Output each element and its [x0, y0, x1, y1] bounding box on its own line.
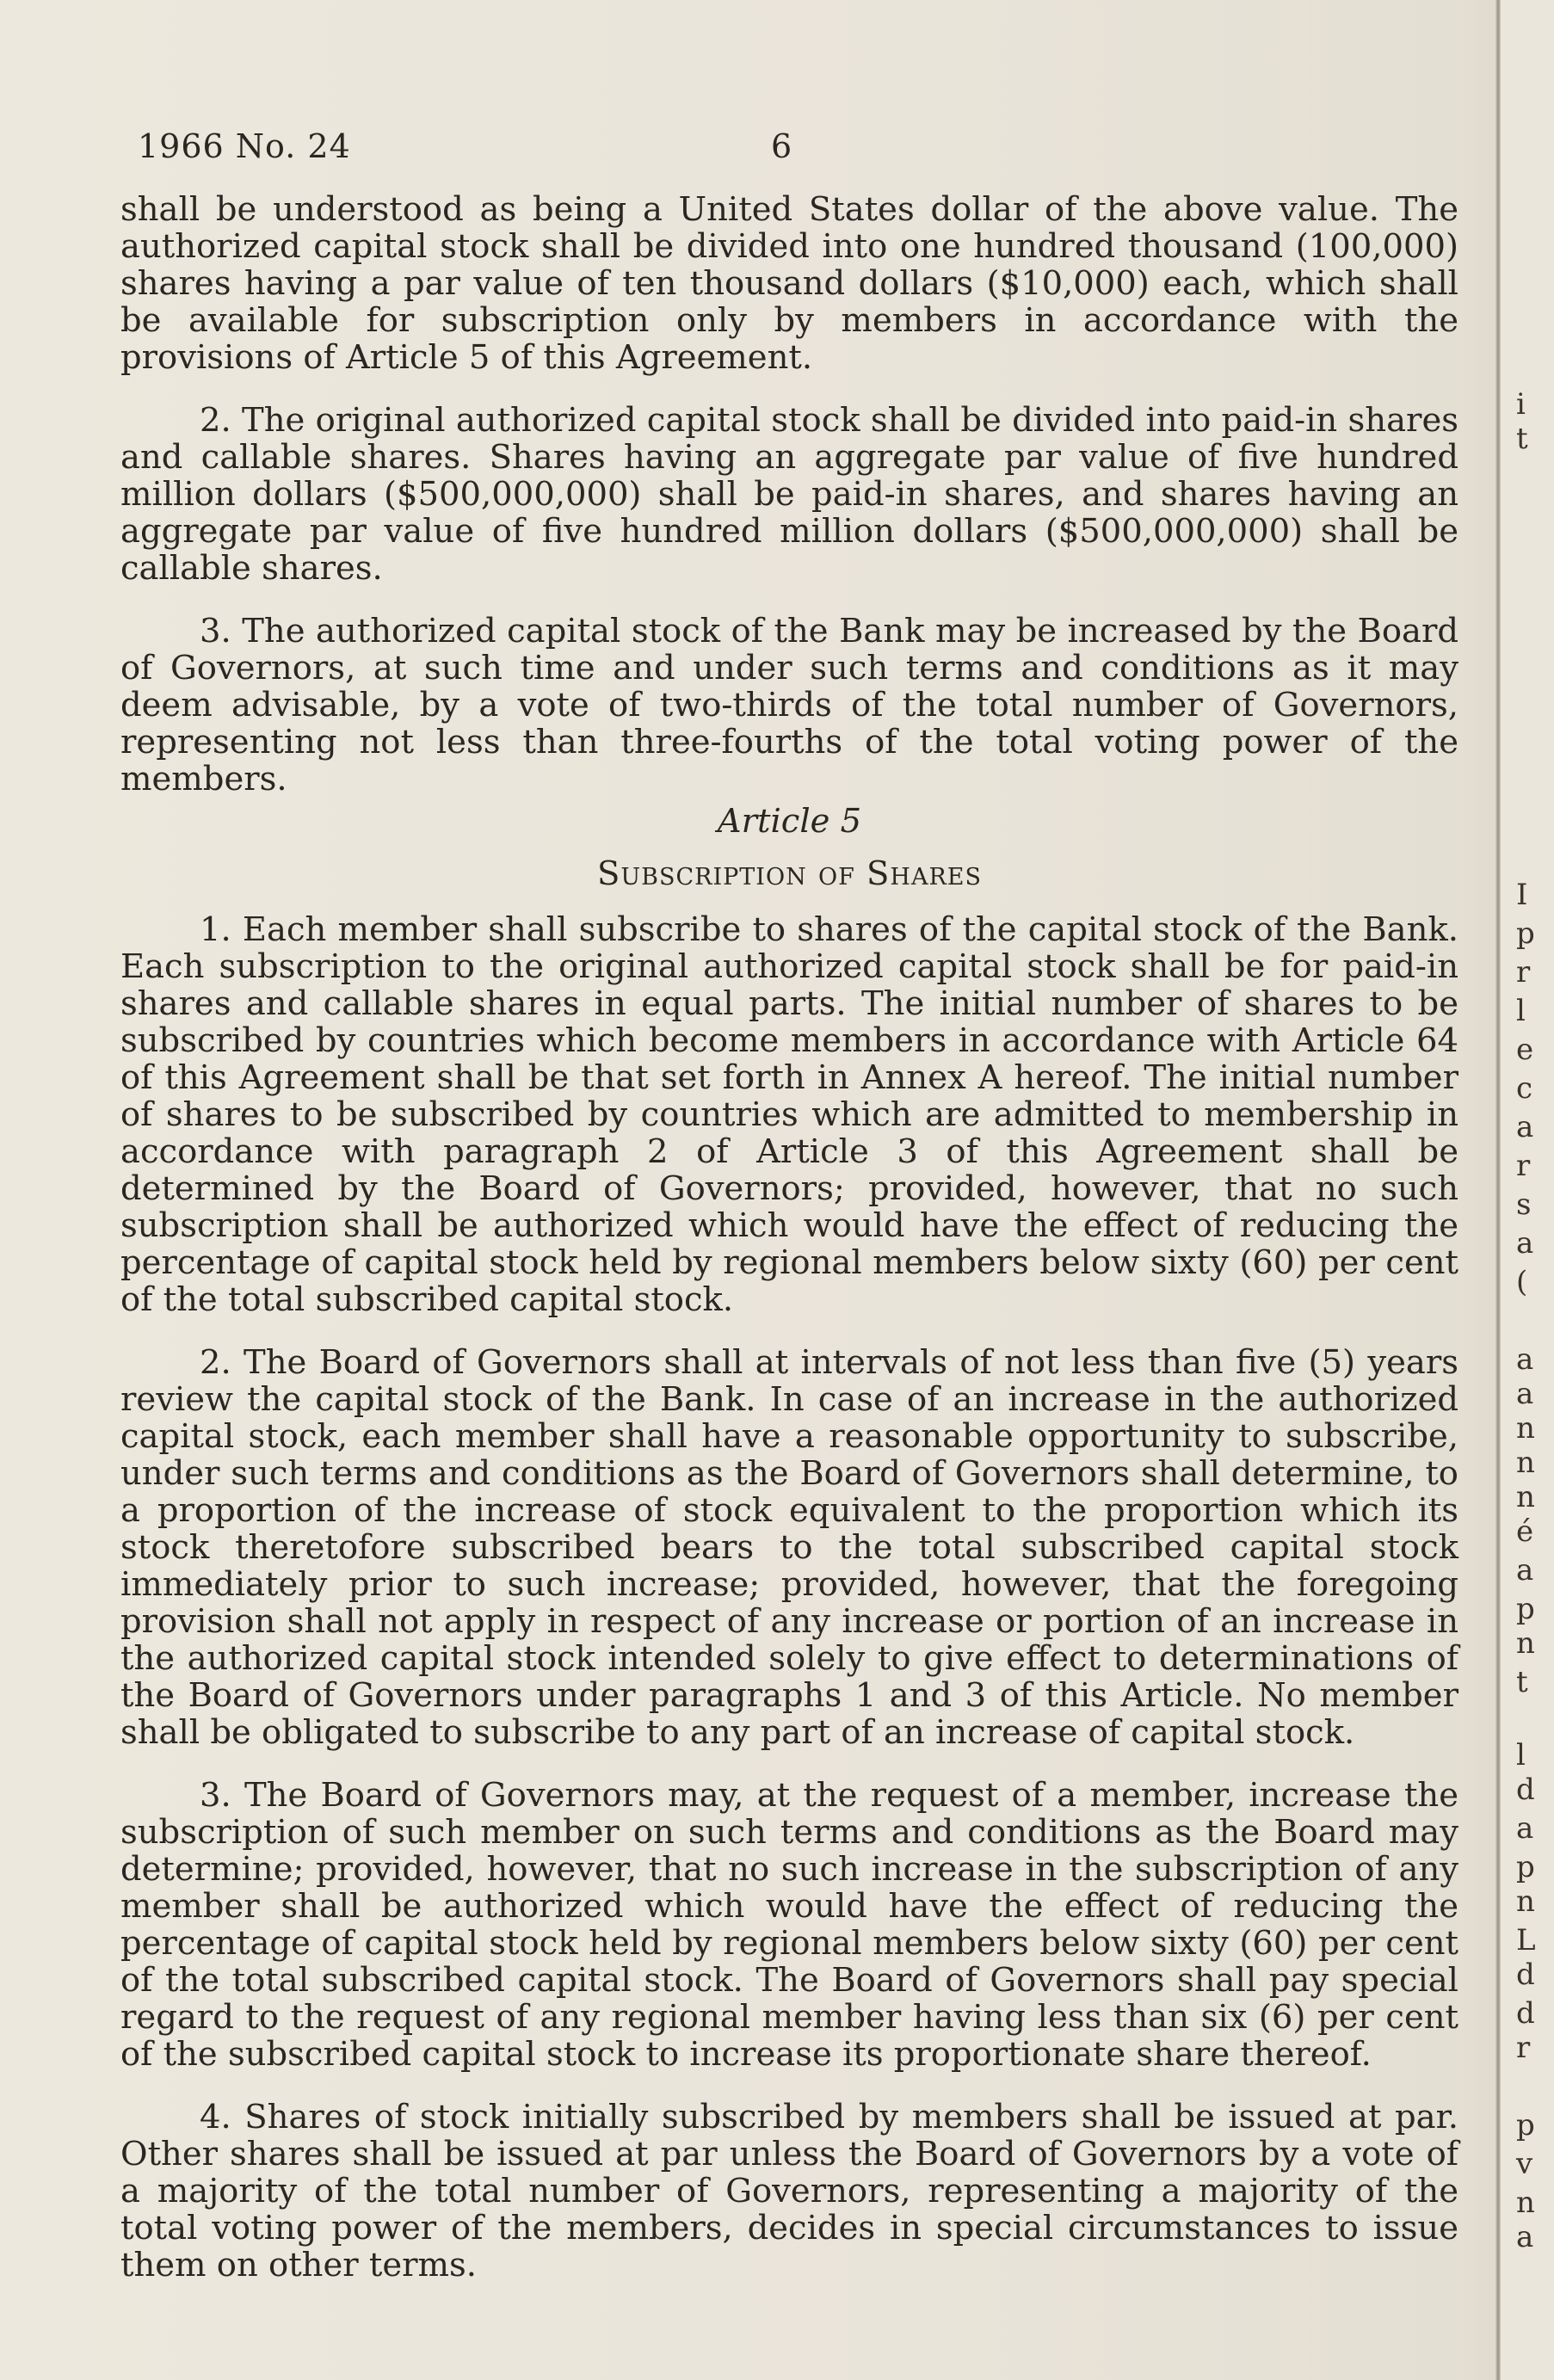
adjacent-page-letter: t: [1516, 1665, 1528, 1699]
adjacent-page-letter: n: [1516, 1480, 1535, 1514]
adjacent-page-letter: a: [1516, 1342, 1534, 1377]
adjacent-page-letter: v: [1516, 2147, 1533, 2181]
adjacent-page-letter: a: [1516, 2220, 1534, 2254]
adjacent-page-letter: L: [1516, 1923, 1536, 1958]
adjacent-page-letter: a: [1516, 1811, 1534, 1846]
adjacent-page-letter: c: [1516, 1071, 1533, 1106]
paragraph: shall be understood as being a United States dollar of the above value. The authorized capital stock shall be divided into one hundred thousand (100,000) shares having a par value of ten thousand dollars ($10,000) each, which shall be available for subscription only by members in accordance with the provisions of Article 5 of this Agreement.: [120, 190, 1458, 377]
adjacent-page-letter: I: [1516, 878, 1528, 912]
adjacent-page-letter: a: [1516, 1553, 1534, 1588]
adjacent-page-letter: p: [1516, 916, 1535, 951]
adjacent-page-letter: r: [1516, 955, 1531, 990]
adjacent-page-letter: n: [1516, 2186, 1535, 2220]
article-subtitle: Subscription of Shares: [596, 854, 983, 893]
adjacent-page-letter: d: [1516, 1958, 1535, 1992]
adjacent-page-letter: l: [1516, 1738, 1526, 1773]
adjacent-page-letter: d: [1516, 1773, 1535, 1807]
paragraph: 2. The Board of Governors shall at intervals of not less than five (5) years review the capital stock of the Bank. In case of an increase in the authorized capital stock, each member shall have a reasonable opportunity to subscribe, under such terms and conditions as the Board of Governors shall determine, to a proportion of the increase of stock equivalent to the proportion which its stock theretofore subscribed bears to the total subscribed capital stock immediately prior to such increase; provided, however, that the foregoing provision shall not apply in respect of any increase or portion of an increase in the authorized capital stock intended solely to give effect to determinations of the Board of Governors under paragraphs 1 and 3 of this Article. No member shall be obligated to subscribe to any part of an increase of capital stock.: [120, 1343, 1458, 1752]
adjacent-page-letter: i: [1516, 387, 1526, 422]
adjacent-page-letter: e: [1516, 1033, 1534, 1067]
adjacent-page-letter: n: [1516, 1411, 1535, 1446]
paragraph: 1. Each member shall subscribe to shares of the capital stock of the Bank. Each subscription to the original authorized capital stock shall be for paid-in shares and callable shares in equal parts. The initial number of shares to be subscribed by countries which become members in accordance with Article 64 of this Agreement shall be that set forth in Annex A hereof. The initial number of shares to be subscribed by countries which are admitted to membership in accordance with paragraph 2 of Article 3 of this Agreement shall be determined by the Board of Governors; provided, however, that no such subscription shall be authorized which would have the effect of reducing the percentage of capital stock held by regional members below sixty (60) per cent of the total subscribed capital stock.: [120, 910, 1458, 1319]
paragraph: 4. Shares of stock initially subscribed by members shall be issued at par. Other shares shall be issued at par unless the Board of Governors by a vote of a majority of the total number of Governors, representing a majority of the total voting power of the members, decides in special circumstances to issue them on other terms.: [120, 2098, 1458, 2284]
adjacent-page-letter: n: [1516, 1884, 1535, 1919]
adjacent-page-letter: s: [1516, 1187, 1532, 1222]
adjacent-page-letter: r: [1516, 1149, 1531, 1183]
adjacent-page-letter: r: [1516, 2031, 1531, 2065]
adjacent-page-letter: é: [1516, 1514, 1534, 1549]
adjacent-page-letter: p: [1516, 2108, 1535, 2143]
page-number: 6: [771, 127, 793, 165]
adjacent-page-letter: l: [1516, 994, 1526, 1028]
adjacent-page-letter: n: [1516, 1446, 1535, 1480]
adjacent-page-letter: t: [1516, 422, 1528, 456]
article-title: Article 5: [717, 802, 862, 841]
adjacent-page-letter: a: [1516, 1377, 1534, 1411]
paragraph: 3. The authorized capital stock of the Bank may be increased by the Board of Governors, at such time and under such terms and conditions as it may deem advisable, by a vote of two-thirds of the total number of Governors, representing not less than three-fourths of the total voting power of the members.: [120, 612, 1458, 798]
paragraph: 2. The original authorized capital stock shall be divided into paid-in shares and callable shares. Shares having an aggregate par value of five hundred million dollars ($500,000,000) shall be paid-in shares, and shares having an aggregate par value of five hundred million dollars ($500,000,000) shall be callable shares.: [120, 401, 1458, 588]
page-header: [138, 127, 1480, 179]
series-label: 1966 No. 24: [138, 127, 351, 165]
adjacent-page-letter: a: [1516, 1226, 1534, 1261]
adjacent-page-letters: [1516, 0, 1554, 2380]
adjacent-page-letter: a: [1516, 1110, 1534, 1144]
adjacent-page-letter: (: [1516, 1265, 1528, 1299]
adjacent-page-letter: p: [1516, 1592, 1535, 1626]
adjacent-page-letter: p: [1516, 1850, 1535, 1884]
adjacent-page-letter: n: [1516, 1626, 1535, 1661]
document-body: [120, 191, 1458, 2309]
adjacent-page-letter: d: [1516, 1996, 1535, 2031]
paragraph: 3. The Board of Governors may, at the request of a member, increase the subscription of such member on such terms and conditions as the Board may determine; provided, however, that no such increase in the subscription of any member shall be authorized which would have the effect of reducing the percentage of capital stock held by regional members below sixty (60) per cent of the total subscribed capital stock. The Board of Governors shall pay special regard to the request of any regional member having less than six (6) per cent of the subscribed capital stock to increase its proportionate share thereof.: [120, 1776, 1458, 2074]
